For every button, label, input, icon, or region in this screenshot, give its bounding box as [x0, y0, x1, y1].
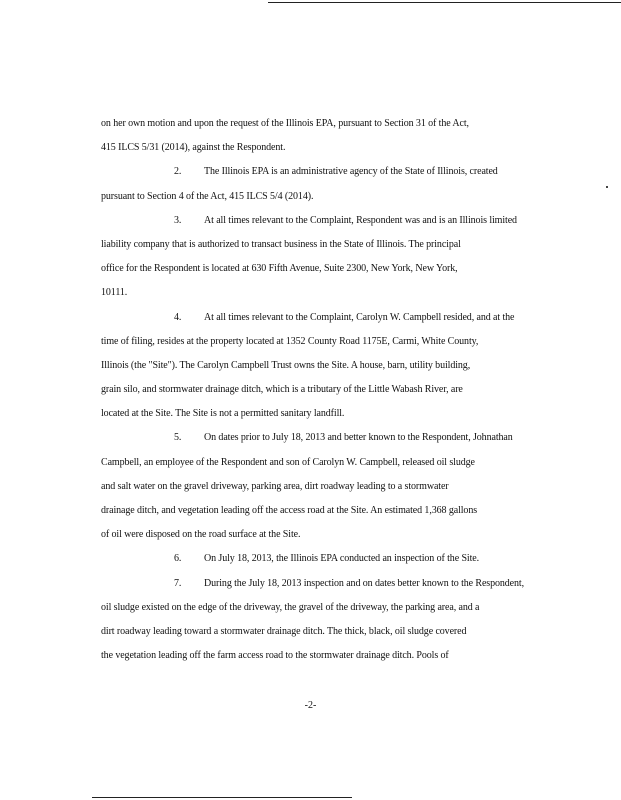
line-text: of oil were disposed on the road surface at the Site.	[101, 529, 301, 541]
line-text: At all times relevant to the Complaint, Respondent was and is an Illinois limited	[204, 214, 517, 226]
line-text: dirt roadway leading toward a stormwater drainage ditch. The thick, black, oil sludge covered	[101, 625, 467, 637]
text-line	[101, 330, 519, 354]
line-text: At all times relevant to the Complaint, Carolyn W. Campbell resided, and at the	[204, 311, 515, 323]
page-number: -2-	[304, 700, 317, 711]
text-line	[101, 499, 519, 523]
line-text: pursuant to Section 4 of the Act, 415 ILCS 5/4 (2014).	[101, 190, 314, 202]
text-line	[101, 475, 519, 499]
text-line	[101, 354, 519, 378]
text-line	[101, 523, 519, 547]
line-text: On July 18, 2013, the Illinois EPA conducted an inspection of the Site.	[204, 553, 480, 565]
text-line	[101, 402, 519, 426]
text-line	[101, 644, 519, 668]
line-text: liability company that is authorized to transact business in the State of Illinois. The principal	[101, 238, 461, 250]
line-text: grain silo, and stormwater drainage ditch, which is a tributary of the Little Wabash River, are	[101, 384, 463, 396]
paragraph-number: 6.	[174, 553, 182, 565]
text-line	[101, 185, 519, 209]
text-line	[101, 306, 519, 330]
line-text: the vegetation leading off the farm access road to the stormwater drainage ditch. Pools of	[101, 650, 449, 662]
text-line	[101, 426, 519, 450]
paragraph-number: 2.	[174, 166, 182, 178]
text-line	[101, 451, 519, 475]
line-text: drainage ditch, and vegetation leading off the access road at the Site. An estimated 1,368 gallons	[101, 505, 478, 516]
line-text: oil sludge existed on the edge of the driveway, the gravel of the driveway, the parking area, and a	[101, 601, 480, 613]
line-text: Illinois (the "Site"). The Carolyn Campbell Trust owns the Site. A house, barn, utility building,	[101, 359, 471, 371]
text-line	[101, 209, 519, 233]
line-text: and salt water on the gravel driveway, parking area, dirt roadway leading to a stormwater	[101, 480, 449, 492]
line-text: The Illinois EPA is an administrative agency of the State of Illinois, created	[204, 166, 498, 178]
text-line	[101, 233, 519, 257]
text-line	[101, 378, 519, 402]
line-text: on her own motion and upon the request of the Illinois EPA, pursuant to Section 31 of the Act,	[101, 118, 469, 129]
text-line	[101, 136, 519, 160]
text-line	[101, 257, 519, 281]
line-text: 10111.	[101, 287, 128, 299]
scan-edge-bottom	[92, 797, 352, 798]
line-text: office for the Respondent is located at 630 Fifth Avenue, Suite 2300, New York, New York,	[101, 263, 458, 275]
scan-speck	[606, 186, 608, 188]
text-line	[101, 281, 519, 305]
line-text: 415 ILCS 5/31 (2014), against the Respondent.	[101, 142, 286, 154]
line-text: time of filing, resides at the property located at 1352 County Road 1175E, Carmi, White County,	[101, 335, 479, 347]
line-text: Campbell, an employee of the Respondent and son of Carolyn W. Campbell, released oil sludge	[101, 456, 475, 468]
text-line	[101, 572, 525, 596]
paragraph-number: 4.	[174, 311, 182, 323]
text-line	[101, 112, 519, 136]
paragraph-number: 5.	[174, 432, 182, 444]
text-line	[101, 547, 519, 571]
text-line	[101, 160, 519, 184]
line-text: During the July 18, 2013 inspection and on dates better known to the Respondent,	[204, 577, 525, 589]
text-line	[101, 620, 519, 644]
scan-edge-top	[268, 2, 621, 3]
paragraph-number: 3.	[174, 214, 182, 226]
paragraph-number: 7.	[174, 577, 182, 589]
text-line	[101, 596, 519, 620]
line-text: located at the Site. The Site is not a permitted sanitary landfill.	[101, 408, 345, 420]
document-body	[101, 112, 525, 668]
line-text: On dates prior to July 18, 2013 and better known to the Respondent, Johnathan	[204, 432, 513, 444]
